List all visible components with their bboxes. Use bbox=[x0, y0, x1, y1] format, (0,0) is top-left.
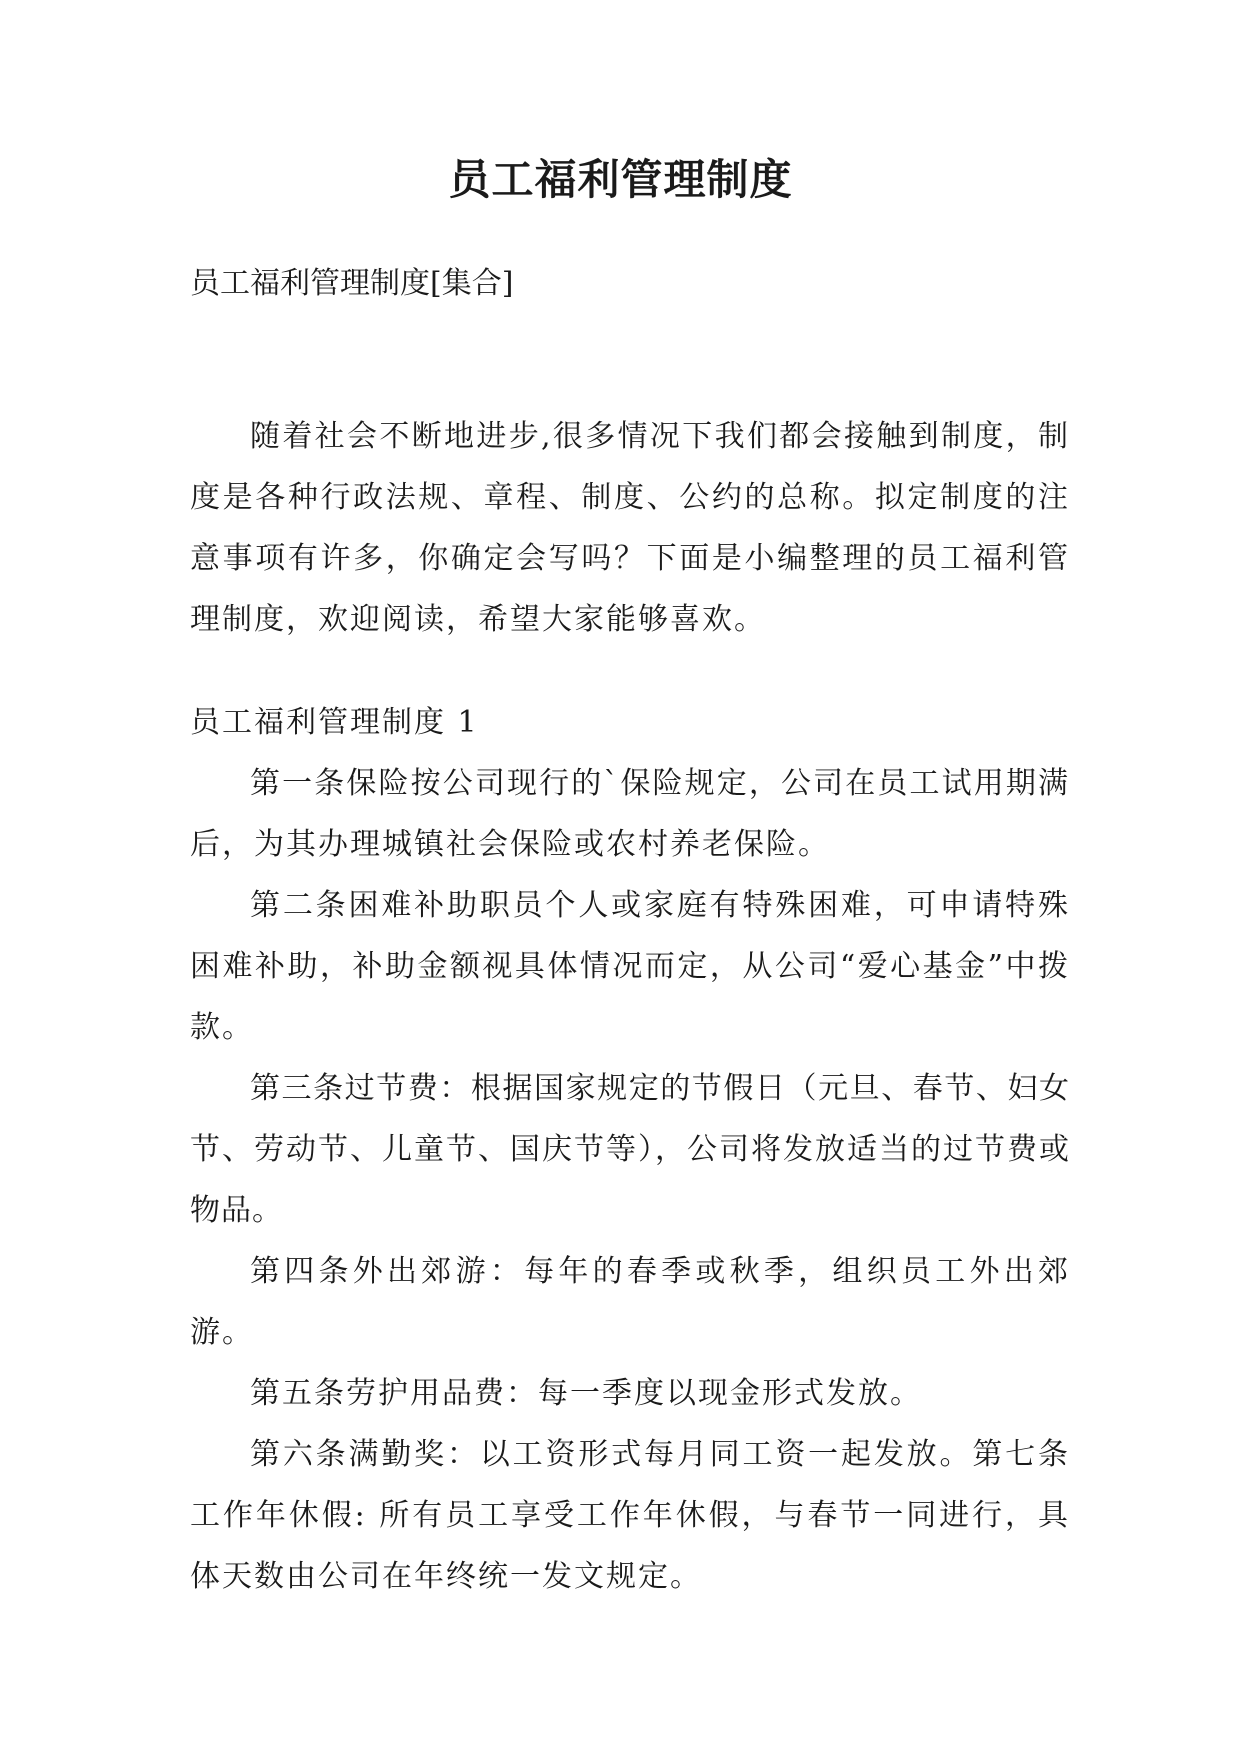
article-paragraph: 第一条保险按公司现行的`保险规定，公司在员工试用期满后，为其办理城镇社会保险或农村养老保险。 bbox=[190, 766, 1070, 862]
article-paragraph: 第三条过节费：根据国家规定的节假日（元旦、春节、妇女节、劳动节、儿童节、国庆节等），公司将发放适当的过节费或物品。 bbox=[190, 1071, 1070, 1228]
article-paragraph: 第四条外出郊游：每年的春季或秋季，组织员工外出郊游。 bbox=[190, 1254, 1070, 1350]
article-paragraph: 第六条满勤奖：以工资形式每月同工资一起发放。第七条工作年休假: 所有员工享受工作年休假，与春节一同进行，具体天数由公司在年终统一发文规定。 bbox=[190, 1437, 1070, 1594]
section-heading: 员工福利管理制度 1 bbox=[190, 705, 479, 740]
intro-paragraph: 随着社会不断地进步,很多情况下我们都会接触到制度，制度是各种行政法规、章程、制度、公约的总称。拟定制度的注意事项有许多，你确定会写吗？下面是小编整理的员工福利管理制度，欢迎阅读，希望大家能够喜欢。 bbox=[190, 419, 1070, 637]
document-title: 员工福利管理制度 bbox=[448, 155, 793, 204]
intro-block bbox=[190, 406, 1070, 650]
article-paragraph: 第二条困难补助职员个人或家庭有特殊困难，可申请特殊困难补助，补助金额视具体情况而定，从公司“爱心基金”中拨款。 bbox=[190, 888, 1070, 1045]
document-subtitle: 员工福利管理制度[集合] bbox=[190, 266, 514, 301]
articles-block bbox=[190, 753, 1070, 1607]
article-paragraph: 第五条劳护用品费：每一季度以现金形式发放。 bbox=[250, 1376, 922, 1411]
